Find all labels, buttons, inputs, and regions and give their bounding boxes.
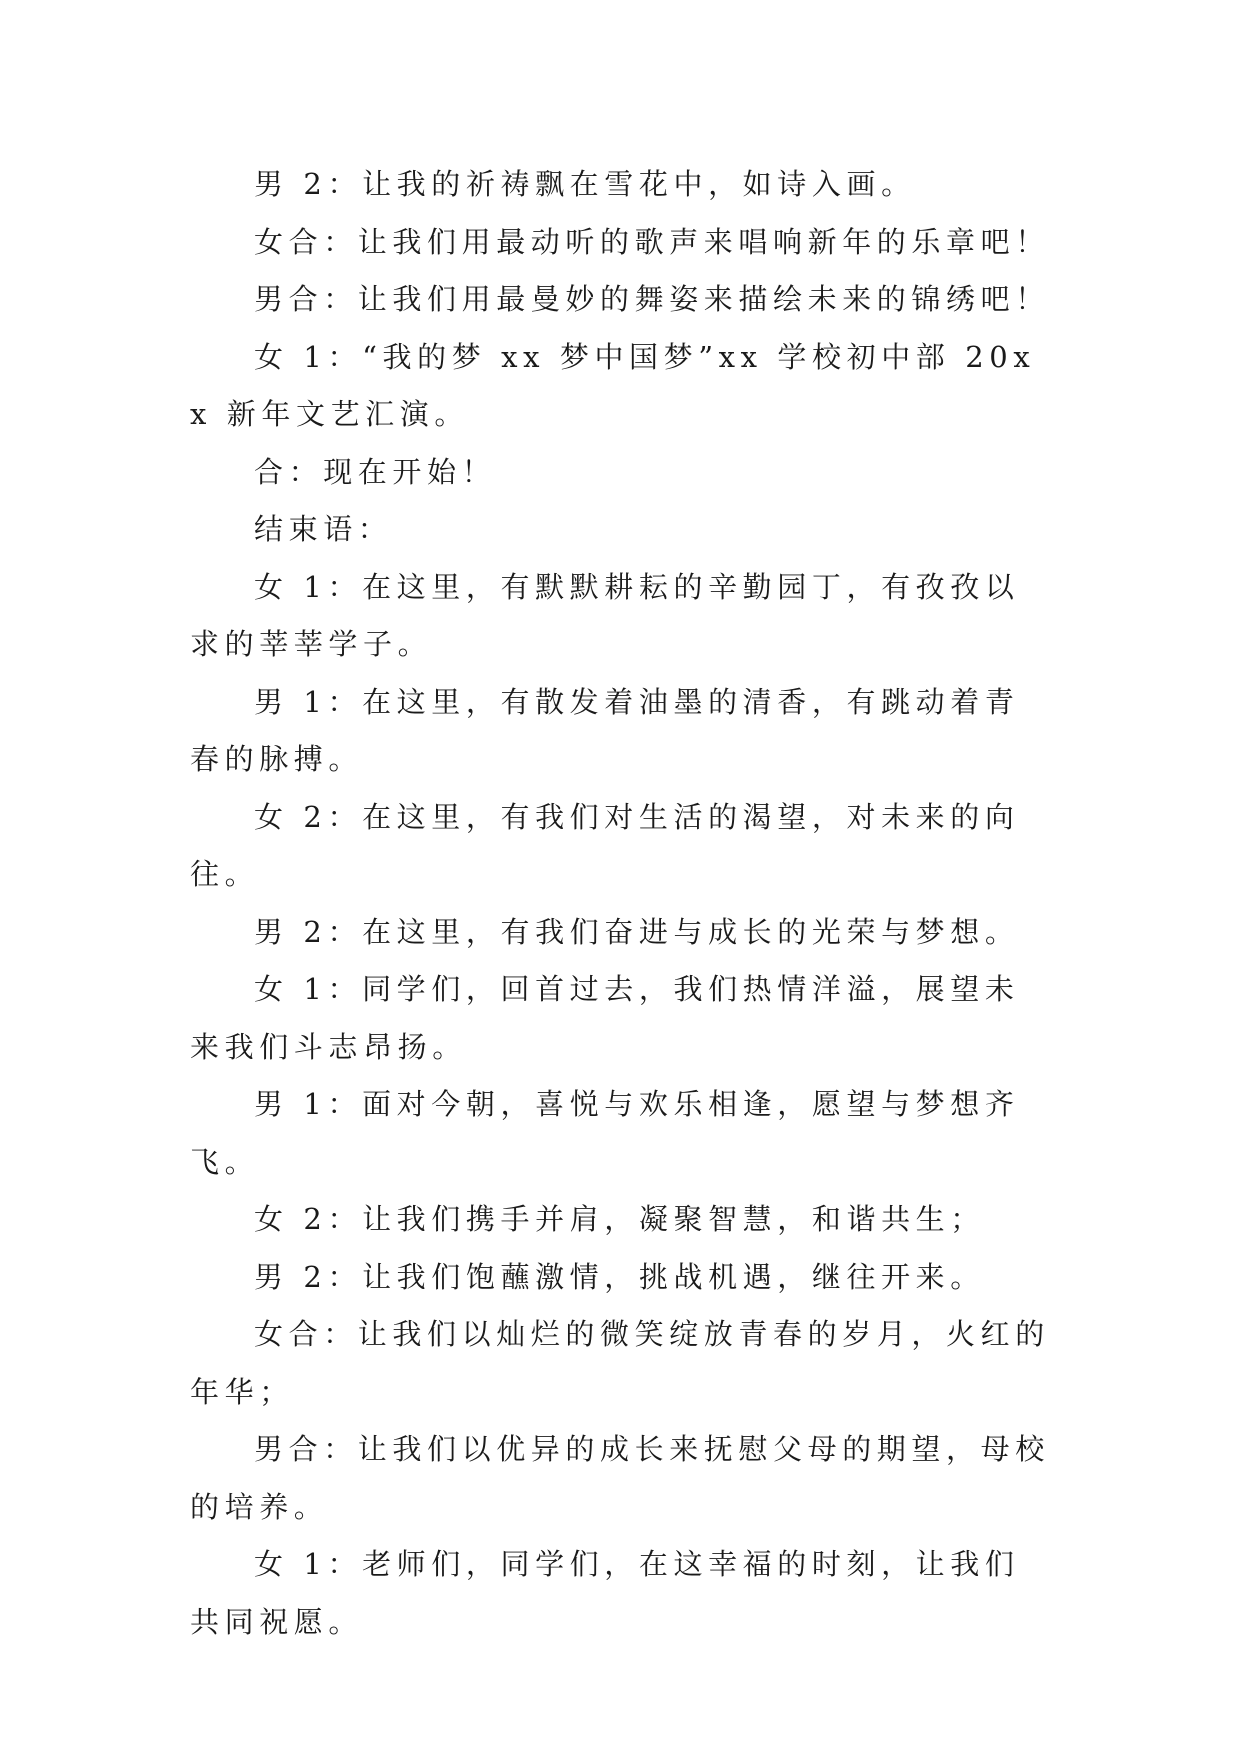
paragraph-3: 男合：让我们用最曼妙的舞姿来描绘未来的锦绣吧！: [254, 282, 1050, 316]
paragraph-17: 女 1：老师们，同学们，在这幸福的时刻，让我们共同祝愿。: [190, 1547, 1020, 1639]
paragraph-1: 男 2：让我的祈祷飘在雪花中，如诗入画。: [254, 167, 916, 201]
paragraph-16: 男合：让我们以优异的成长来抚慰父母的期望，母校的培养。: [190, 1432, 1050, 1524]
paragraph-14: 男 2：让我们饱蘸激情，挑战机遇，继往开来。: [254, 1259, 985, 1294]
paragraph-5: 合：现在开始！: [254, 454, 497, 489]
paragraph-2: 女合：让我们用最动听的歌声来唱响新年的乐章吧！: [254, 224, 1050, 259]
document-body: [190, 156, 1050, 1651]
paragraph-4: 女 1：“我的梦 xx 梦中国梦”xx 学校初中部 20xx 新年文艺汇演。: [190, 339, 1036, 431]
paragraph-9: 女 2：在这里，有我们对生活的渴望，对未来的向往。: [190, 799, 1020, 891]
paragraph-15: 女合：让我们以灿烂的微笑绽放青春的岁月，火红的年华；: [190, 1317, 1050, 1409]
paragraph-11: 女 1：同学们，回首过去，我们热情洋溢，展望未来我们斗志昂扬。: [190, 972, 1020, 1064]
paragraph-7: 女 1：在这里，有默默耕耘的辛勤园丁，有孜孜以求的莘莘学子。: [190, 569, 1020, 661]
paragraph-10: 男 2：在这里，有我们奋进与成长的光荣与梦想。: [254, 914, 1020, 949]
paragraph-13: 女 2：让我们携手并肩，凝聚智慧，和谐共生；: [254, 1202, 985, 1236]
paragraph-12: 男 1：面对今朝，喜悦与欢乐相逢，愿望与梦想齐飞。: [190, 1087, 1020, 1179]
paragraph-8: 男 1：在这里，有散发着油墨的清香，有跳动着青春的脉搏。: [190, 684, 1020, 776]
section-heading-closing: 结束语：: [254, 512, 393, 546]
